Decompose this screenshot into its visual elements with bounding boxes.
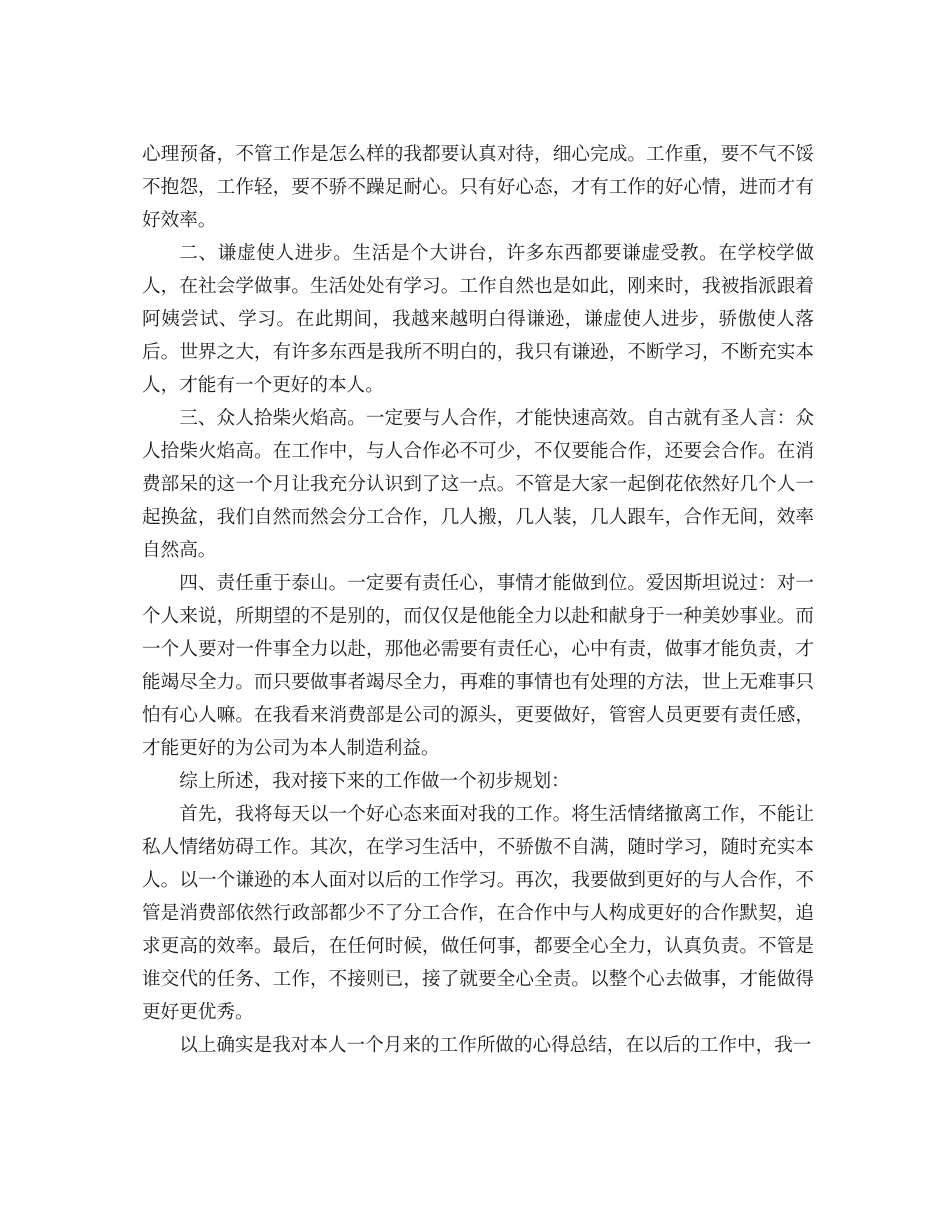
- paragraph-3: 三、众人拾柴火焰高。一定要与人合作，才能快速高效。自古就有圣人言：众人拾柴火焰高。在工作中，与人合作必不可少，不仅要能合作，还要会合作。在消费部呆的这一个月让我充分认识到了这一点。不管是大家一起倒花依然好几个人一起换盆，我们自然而然会分工合作，几人搬，几人装，几人跟车，合作无间，效率自然高。: [142, 408, 814, 561]
- paragraph-4: 四、责任重于泰山。一定要有责任心，事情才能做到位。爱因斯坦说过：对一个人来说，所期望的不是别的，而仅仅是他能全力以赴和献身于一种美妙事业。而一个人要对一件事全力以赴，那他必需要有责任心，心中有责，做事才能负责，才能竭尽全力。而只要做事者竭尽全力，再难的事情也有处理的方法，世上无难事只怕有心人嘛。在我看来消费部是公司的源头，更要做好，管窖人员更要有责任感，才能更好的为公司为本人制造利益。: [142, 573, 814, 759]
- paragraph-7: 以上确实是我对本人一个月来的工作所做的心得总结，在以后的工作中，我一: [179, 1035, 812, 1056]
- paragraph-1: 心理预备，不管工作是怎么样的我都要认真对待，细心完成。工作重，要不气不馁不抱怨，工作轻，要不骄不躁足耐心。只有好心态，才有工作的好心情，进而才有好效率。: [142, 144, 814, 231]
- document-body: [142, 138, 814, 1062]
- paragraph-6: 首先，我将每天以一个好心态来面对我的工作。将生活情绪撤离工作，不能让私人情绪妨碍工作。其次，在学习生活中，不骄傲不自满，随时学习，随时充实本人。以一个谦逊的本人面对以后的工作学习。再次，我要做到更好的与人合作，不管是消费部依然行政部都少不了分工合作，在合作中与人构成更好的合作默契，追求更高的效率。最后，在任何时候，做任何事，都要全心全力，认真负责。不管是谁交代的任务、工作，不接则已，接了就要全心全责。以整个心去做事，才能做得更好更优秀。: [142, 804, 814, 1023]
- paragraph-2: 二、谦虚使人进步。生活是个大讲台，许多东西都要谦虚受教。在学校学做人，在社会学做事。生活处处有学习。工作自然也是如此，刚来时，我被指派跟着阿姨尝试、学习。在此期间，我越来越明白得谦逊，谦虚使人进步，骄傲使人落后。世界之大，有许多东西是我所不明白的，我只有谦逊，不断学习，不断充实本人，才能有一个更好的本人。: [142, 243, 814, 396]
- paragraph-5: 综上所述，我对接下来的工作做一个初步规划：: [179, 771, 570, 792]
